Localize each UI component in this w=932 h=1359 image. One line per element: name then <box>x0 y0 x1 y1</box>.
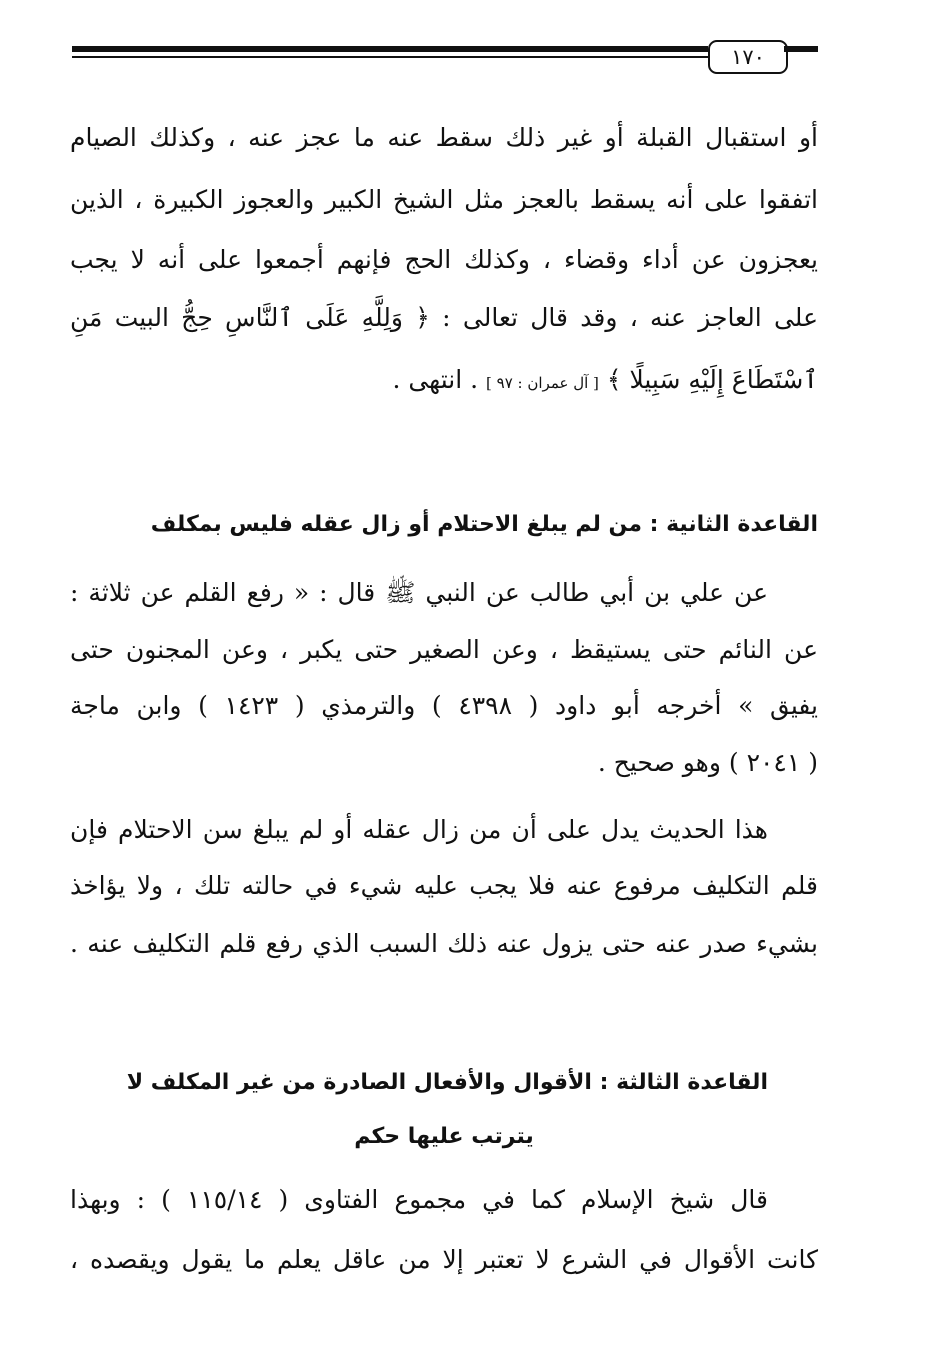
verse-reference: [ آل عمران : ٩٧ ] <box>486 374 599 392</box>
text-line: بشيء صدر عنه حتى يزول عنه ذلك السبب الذي رفع قلم التكليف عنه . <box>70 929 818 958</box>
rule-2-title: من لم يبلغ الاحتلام أو زال عقله فليس بمكلف <box>150 512 642 537</box>
rule-3-title-continued: يترتب عليها حكم <box>354 1124 534 1149</box>
rule-2-label: القاعدة الثانية : <box>649 512 818 537</box>
text-line: على العاجز عنه ، وقد قال تعالى : ﴿ وَلِلَّهِ عَلَى ٱلنَّاسِ حِجُّ البيت مَنِ <box>70 303 818 332</box>
text-line: هذا الحديث يدل على أن من زال عقله أو لم يبلغ سن الاحتلام فإن <box>70 815 768 844</box>
text-line: ( ٢٠٤١ ) وهو صحيح . <box>597 748 818 777</box>
text-line: قلم التكليف مرفوع عنه فلا يجب عليه شيء في حالته تلك ، ولا يؤاخذ <box>70 871 818 900</box>
text-line: عن النائم حتى يستيقظ ، وعن الصغير حتى يكبر ، وعن المجنون حتى <box>70 635 818 664</box>
rule-3-title: الأقوال والأفعال الصادرة من غير المكلف لا <box>126 1070 592 1095</box>
header-rule-thick <box>72 46 708 52</box>
text-line: أو استقبال القبلة أو غير ذلك سقط عنه ما عجز عنه ، وكذلك الصيام <box>70 123 818 152</box>
end-marker: . انتهى . <box>392 365 479 394</box>
text-line: اتفقوا على أنه يسقط بالعجز مثل الشيخ الكبير والعجوز الكبيرة ، الذين <box>70 185 818 214</box>
text-line: عن علي بن أبي طالب عن النبي ﷺ قال : « رفع القلم عن ثلاثة : <box>70 578 768 607</box>
rule-3-heading <box>70 1058 768 1108</box>
rule-3-label: القاعدة الثالثة : <box>599 1070 768 1095</box>
header-rule-right <box>784 46 818 52</box>
page-number: ١٧٠ <box>708 40 788 74</box>
verse-text: ٱسْتَطَاعَ إِلَيْهِ سَبِيلًا ﴾ <box>606 365 818 394</box>
text-line: كانت الأقوال في الشرع لا تعتبر إلا من عاقل يعلم ما يقول ويقصده ، <box>70 1245 818 1274</box>
page-header <box>72 40 818 70</box>
rule-2-heading <box>70 500 818 550</box>
text-line: يفيق » أخرجه أبو داود ( ٤٣٩٨ ) والترمذي ( ١٤٢٣ ) وابن ماجة <box>70 691 818 720</box>
header-rule-thin <box>72 56 708 58</box>
text-line: يعجزون عن أداء وقضاء ، وكذلك الحج فإنهم أجمعوا على أنه لا يجب <box>70 245 818 274</box>
text-line <box>70 352 818 408</box>
text-line: قال شيخ الإسلام كما في مجموع الفتاوى ( ١١٥/١٤ ) : وبهذا <box>70 1185 768 1214</box>
